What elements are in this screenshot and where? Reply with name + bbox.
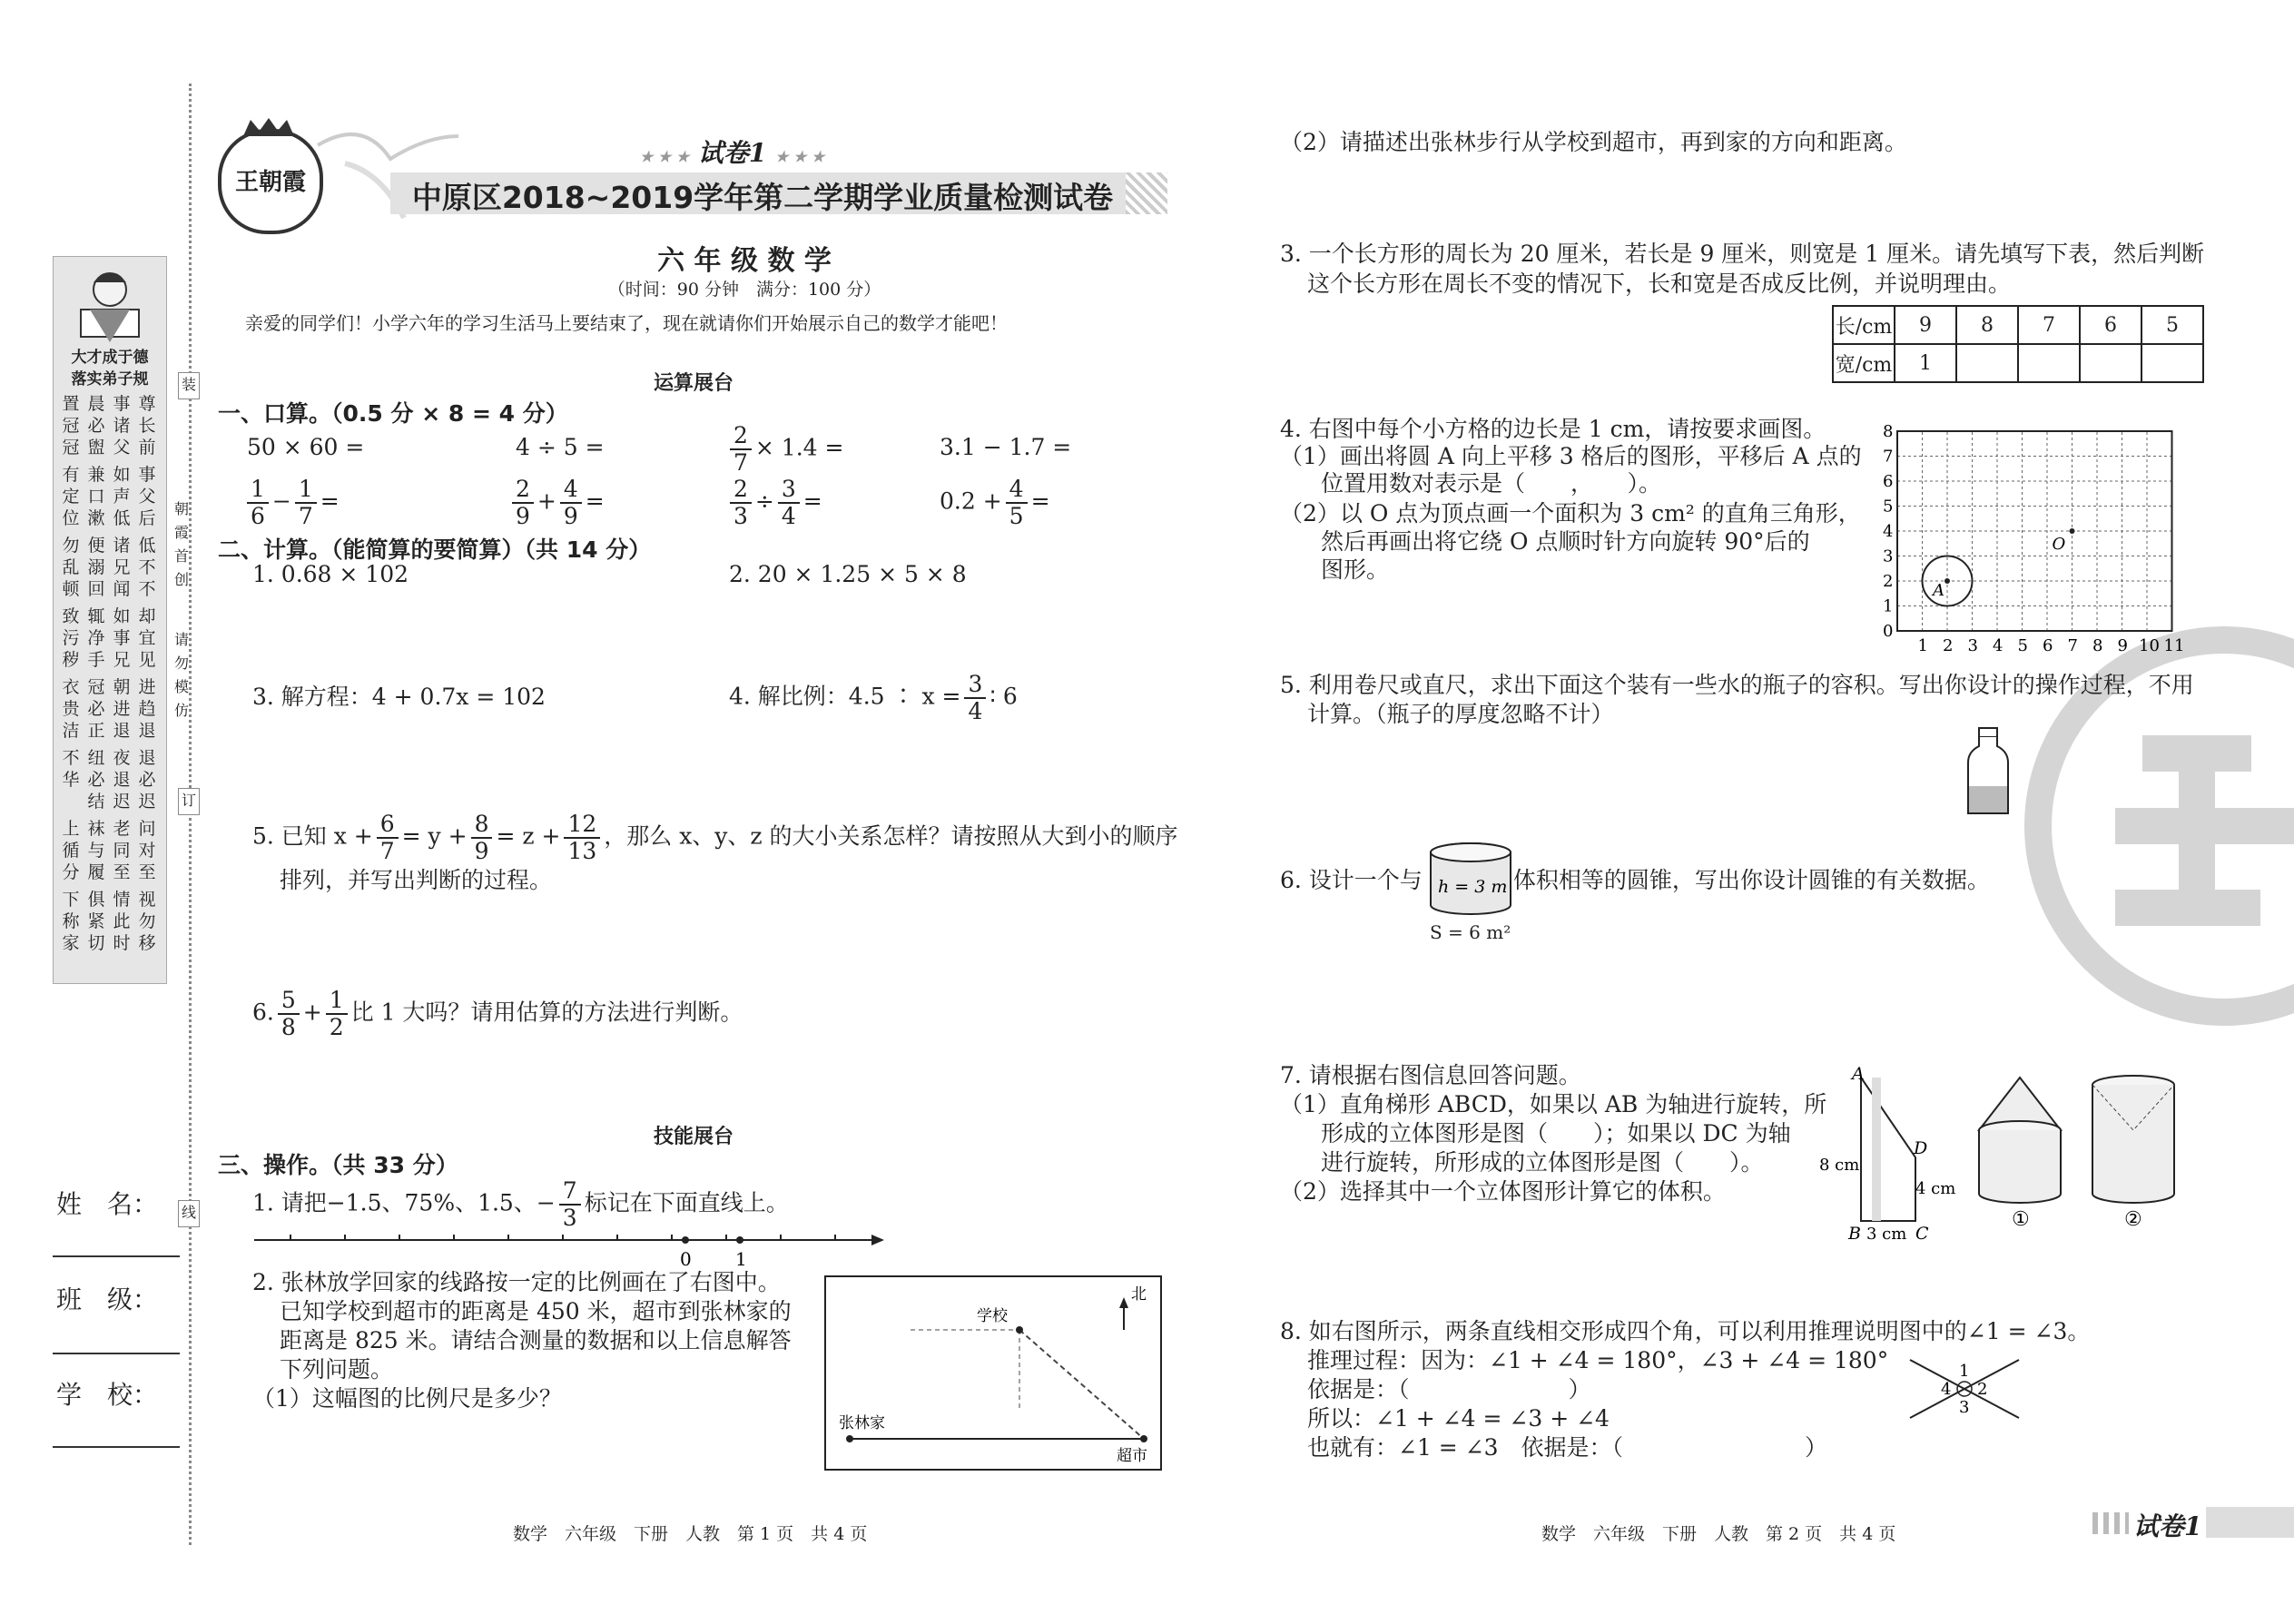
sidebar-verse-column: 袜 与 履	[87, 819, 105, 882]
grid-y-tick: 1	[1883, 596, 1894, 616]
numline-1-label: 1	[735, 1248, 747, 1270]
trap-w3: 3 cm	[1866, 1225, 1907, 1244]
q1-item-b: 4 ÷ 5 =	[516, 434, 605, 460]
trap-h4: 4 cm	[1915, 1179, 1956, 1198]
sidebar-verse-column: 不 华	[62, 748, 80, 790]
section-b-title: 技能展台	[654, 1126, 734, 1148]
cylinder-height-label: h = 3 m	[1438, 877, 1508, 897]
sidebar-verse-column: 勿 乱 顿	[62, 536, 80, 599]
stamp-char: 霞	[173, 524, 189, 541]
fig1-label: ①	[2012, 1208, 2030, 1231]
r-q3-line1: 3. 一个长方形的周长为 20 厘米，若长是 9 厘米，则宽是 1 厘米。请先填写下表，然后判断	[1280, 241, 2205, 267]
intersecting-lines-figure	[1906, 1354, 2024, 1427]
r-q7-line1: 7. 请根据右图信息回答问题。	[1280, 1062, 1581, 1088]
q2-item-1: 1. 0.68 × 102	[252, 561, 409, 587]
q3-heading: 三、操作。（共 33 分）	[218, 1152, 458, 1178]
footer-badge-checker	[2092, 1512, 2129, 1534]
table-cell: 8	[1956, 306, 2018, 344]
q2-item-3: 3. 解方程：4 + 0.7x = 102	[252, 684, 546, 710]
table-cell: 9	[1895, 306, 1956, 344]
r-q5-line1: 5. 利用卷尺或直尺，求出下面这个装有一些水的瓶子的容积。写出你设计的操作过程，不用	[1280, 672, 2194, 698]
cylinder-icon	[1425, 840, 1516, 930]
coordinate-grid	[1879, 413, 2206, 658]
class-field[interactable]	[53, 1353, 180, 1354]
footer-right: 数学 六年级 下册 人教 第 2 页 共 4 页	[1541, 1524, 1896, 1544]
name-field[interactable]	[53, 1255, 180, 1257]
r-q4-line5: 然后再画出将它绕 O 点顺时针方向旋转 90°后的	[1321, 528, 1810, 555]
school-label: 学 校：	[56, 1380, 159, 1410]
trapezoid-solids-figure	[1816, 1067, 2179, 1248]
logo-text: 王朝霞	[234, 169, 306, 196]
trap-a: A	[1852, 1067, 1865, 1084]
q1-item-f: $\frac{2}{9}$ + $\frac{4}{9}$ =	[508, 477, 605, 529]
sidebar-verse-column: 夜 退 迟	[113, 748, 131, 812]
seal-mark-1: 装	[178, 372, 200, 399]
sidebar-verse-column: 老 同 至	[113, 819, 131, 882]
seal-mark-2: 订	[178, 788, 200, 815]
point-a	[1944, 578, 1950, 584]
stamp-char: 朝	[173, 500, 189, 517]
point-o	[2070, 528, 2075, 534]
q1-item-a: 50 × 60 =	[247, 434, 365, 460]
sidebar-verse-column: 尊 长 前	[138, 394, 156, 458]
sidebar-verse-column: 诸 兄 闻	[113, 536, 131, 599]
q2-item-5: 5. 已知 x + $\frac{6}{7}$ = y + $\frac{8}{9}$ = z + $\frac{12}{13}$ ，那么 x、y、z 的大小关系怎样？请按照从大到小的顺序	[252, 811, 1178, 864]
time-info: （时间：90 分钟 满分：100 分）	[607, 280, 881, 300]
q3-item-2-line4: 下列问题。	[280, 1356, 394, 1383]
crown-icon	[241, 116, 296, 138]
grid-x-tick: 8	[2092, 636, 2103, 655]
table-cell-input[interactable]	[2141, 344, 2203, 382]
sidebar-verse-column: 朝 进 退	[113, 677, 131, 741]
boy-mascot-icon	[54, 262, 166, 353]
sidebar-verse-column: 事 父 后	[138, 465, 156, 528]
angle-3: 3	[1959, 1398, 1970, 1417]
table-cell: 1	[1895, 344, 1956, 382]
numline-0-label: 0	[680, 1248, 692, 1270]
cylinder-area-label: S = 6 m²	[1430, 921, 1511, 943]
grid-x-tick: 10	[2139, 636, 2160, 655]
grid-y-tick: 3	[1883, 546, 1894, 566]
sidebar-verse-column: 晨 必 盥	[87, 394, 105, 458]
sidebar-verse-column: 兼 口 漱	[87, 465, 105, 528]
r-q4-line6: 图形。	[1321, 556, 1390, 583]
stamp-char: 创	[173, 571, 189, 588]
trap-h8: 8 cm	[1819, 1156, 1860, 1175]
grid-x-tick: 11	[2163, 636, 2185, 655]
q3-item-2-line1: 2. 张林放学回家的线路按一定的比例画在了右图中。	[252, 1269, 781, 1295]
trap-b: B	[1848, 1224, 1861, 1244]
q1-heading: 一、口算。（0.5 分 × 8 = 4 分）	[218, 400, 568, 427]
table-head: 宽/cm	[1833, 344, 1895, 382]
footer-badge: 试卷1	[2133, 1511, 2202, 1541]
grid-x-tick: 6	[2043, 636, 2053, 655]
sidebar-verse-column: 纽 必 结	[87, 748, 105, 812]
q1-item-d: 3.1 − 1.7 =	[940, 434, 1072, 460]
stamp-char: 仿	[173, 702, 189, 719]
series-label: ★ ★ ★ 试卷1 ★ ★ ★	[640, 138, 825, 168]
r-q4-line2: （1）画出将圆 A 向上平移 3 格后的图形，平移后 A 点的	[1280, 443, 1862, 469]
grid-x-tick: 7	[2067, 636, 2078, 655]
sidebar-verse-column: 俱 紧 切	[87, 890, 105, 953]
sidebar-verse-column: 问 对 至	[138, 819, 156, 882]
map-home-label: 张林家	[839, 1414, 885, 1432]
sidebar-verse-column: 下 称 家	[62, 890, 80, 953]
r-q8-line3: 依据是：（ ）	[1307, 1376, 1591, 1403]
sidebar-panel	[53, 256, 167, 984]
sidebar-verse-column: 事 诸 父	[113, 394, 131, 458]
r-q5-line2: 计算。（瓶子的厚度忽略不计）	[1307, 701, 1614, 727]
length-width-table	[1832, 305, 2204, 383]
r-q7-line2: （1）直角梯形 ABCD，如果以 AB 为轴进行旋转，所	[1280, 1091, 1827, 1117]
q3-item-2-line2: 已知学校到超市的距离是 450 米，超市到张林家的	[280, 1298, 792, 1324]
map-school-label: 学校	[977, 1307, 1008, 1325]
stamp-char: 请	[173, 631, 189, 648]
r-q8-line4: 所以：∠1 + ∠4 = ∠3 + ∠4	[1307, 1405, 1610, 1432]
r-q8-line1: 8. 如右图所示，两条直线相交形成四个角，可以利用推理说明图中的∠1 = ∠3。	[1280, 1318, 2091, 1344]
sidebar-verse-block	[59, 393, 161, 974]
sidebar-motto-1: 大才成于德	[71, 349, 149, 367]
seal-mark-3: 线	[178, 1200, 200, 1227]
table-cell-input[interactable]	[1956, 344, 2018, 382]
class-label: 班 级：	[56, 1284, 159, 1314]
grid-y-tick: 5	[1883, 497, 1894, 517]
angle-4: 4	[1941, 1380, 1952, 1399]
grid-y-tick: 6	[1883, 472, 1894, 491]
map-north-label: 北	[1131, 1285, 1147, 1304]
sidebar-verse-column: 进 趋 退	[138, 677, 156, 741]
q3-item-2-line3: 距离是 825 米。请结合测量的数据和以上信息解答	[280, 1327, 792, 1353]
grid-x-tick: 2	[1943, 636, 1954, 655]
fig2-label: ②	[2124, 1208, 2142, 1231]
grid-x-tick: 9	[2117, 636, 2128, 655]
r-q8-line2: 推理过程：因为：∠1 + ∠4 = 180°，∠3 + ∠4 = 180°	[1307, 1347, 1889, 1373]
table-cell: 5	[2141, 306, 2203, 344]
sidebar-verse-column: 便 溺 回	[87, 536, 105, 599]
angle-1: 1	[1959, 1362, 1970, 1381]
footer-left: 数学 六年级 下册 人教 第 1 页 共 4 页	[513, 1524, 868, 1544]
table-cell-input[interactable]	[2018, 344, 2080, 382]
sidebar-verse-column: 置 冠 冠	[62, 394, 80, 458]
grid-x-tick: 3	[1967, 636, 1978, 655]
q1-item-e: $\frac{1}{6}$ − $\frac{1}{7}$ =	[243, 477, 340, 529]
sidebar-verse-column: 致 污 秽	[62, 606, 80, 670]
title-bar-checker	[1126, 172, 1167, 214]
sidebar-verse-column: 视 勿 移	[138, 890, 156, 953]
grid-x-tick: 4	[1993, 636, 2004, 655]
grid-y-tick: 7	[1883, 447, 1894, 467]
sidebar-verse-column: 情 此 时	[113, 890, 131, 953]
angle-2: 2	[1977, 1380, 1988, 1399]
map-market-label: 超市	[1117, 1447, 1147, 1465]
q1-item-g: $\frac{2}{3}$ ÷ $\frac{3}{4}$ =	[726, 477, 822, 529]
r-q2-sub2: （2）请描述出张林步行从学校到超市，再到家的方向和距离。	[1280, 129, 1907, 155]
grid-x-tick: 1	[1917, 636, 1928, 655]
subject-title: 六 年 级 数 学	[657, 245, 832, 277]
r-q4-line4: （2）以 O 点为顶点画一个面积为 3 cm² 的直角三角形，	[1280, 500, 1861, 527]
sidebar-verse-column: 低 不 不	[138, 536, 156, 599]
r-q4-line3: 位置用数对表示是（ ， ）。	[1321, 470, 1662, 497]
sidebar-verse-column: 退 必 迟	[138, 748, 156, 812]
grid-y-tick: 8	[1883, 422, 1894, 441]
section-a-title: 运算展台	[654, 372, 734, 395]
trap-c: C	[1915, 1224, 1929, 1244]
trap-d: D	[1914, 1138, 1928, 1158]
r-q7-line5: （2）选择其中一个立体图形计算它的体积。	[1280, 1178, 1726, 1205]
sidebar-verse-column: 有 定 位	[62, 465, 80, 528]
sidebar-verse-column: 如 事 兄	[113, 606, 131, 670]
r-q8-line5: 也就有：∠1 = ∠3 依据是：（ ）	[1307, 1434, 1828, 1461]
q3-item-1: 1. 请把−1.5、75%、1.5、− $\frac{7}{3}$ 标记在下面直线上。	[252, 1177, 789, 1231]
q1-item-h: 0.2 + $\frac{4}{5}$ =	[940, 476, 1050, 529]
stamp-char: 勿	[173, 655, 189, 672]
r-q7-line4: 进行旋转，所形成的立体图形是图（ ）。	[1321, 1149, 1764, 1176]
q3-item-2-line5: （1）这幅图的比例尺是多少？	[252, 1385, 562, 1412]
sidebar-motto-2: 落实弟子规	[71, 370, 149, 389]
table-head: 长/cm	[1833, 306, 1895, 344]
q2-item-5-line2: 排列，并写出判断的过程。	[280, 867, 553, 893]
grid-y-tick: 0	[1883, 622, 1894, 641]
stamp-char: 模	[173, 678, 189, 695]
q1-item-c: $\frac{2}{7}$ × 1.4 =	[726, 423, 843, 476]
water-bottle-icon	[1961, 726, 2015, 817]
sidebar-verse-column: 衣 贵 洁	[62, 677, 80, 741]
q2-heading: 二、计算。（能简算的要简算）（共 14 分）	[218, 536, 652, 563]
sidebar-verse-column: 上 循 分	[62, 819, 80, 882]
stamp-char: 首	[173, 547, 189, 565]
sidebar-verse-column: 却 宜 见	[138, 606, 156, 670]
r-q3-line2: 这个长方形在周长不变的情况下，长和宽是否成反比例，并说明理由。	[1307, 271, 2012, 297]
name-label: 姓 名：	[56, 1189, 159, 1219]
label-o: O	[2052, 535, 2066, 554]
r-q7-line3: 形成的立体图形是图（ ）；如果以 DC 为轴	[1321, 1120, 1791, 1147]
logo-badge	[218, 129, 323, 234]
greeting-text: 亲爱的同学们！小学六年的学习生活马上要结束了，现在就请你们开始展示自己的数学才能吧！	[245, 312, 1008, 334]
table-cell: 6	[2080, 306, 2141, 344]
sidebar-verse-column: 辄 净 手	[87, 606, 105, 670]
fraction: $\frac{2}{7}$	[730, 423, 752, 476]
r-q6: 6. 设计一个与 体积相等的圆锥，写出你设计圆锥的有关数据。	[1280, 867, 1990, 893]
school-field[interactable]	[53, 1446, 180, 1448]
route-map	[824, 1275, 1162, 1471]
q2-item-4: 4. 解比例：4.5 ∶ x = $\frac{3}{4}$ ∶ 6	[729, 671, 1018, 724]
table-cell: 7	[2018, 306, 2080, 344]
table-cell-input[interactable]	[2080, 344, 2141, 382]
grid-x-tick: 5	[2017, 636, 2028, 655]
sidebar-verse-column: 冠 必 正	[87, 677, 105, 741]
grid-y-tick: 4	[1883, 522, 1894, 541]
r-q4-line1: 4. 右图中每个小方格的边长是 1 cm，请按要求画图。	[1280, 416, 1826, 442]
q2-item-6: 6. $\frac{5}{8}$ + $\frac{1}{2}$ 比 1 大吗？请用估算的方法进行判断。	[252, 987, 743, 1040]
sidebar-verse-column: 如 声 低	[113, 465, 131, 528]
label-a: A	[1933, 581, 1944, 600]
q2-item-2: 2. 20 × 1.25 × 5 × 8	[729, 561, 967, 587]
footer-badge-bar	[2206, 1507, 2294, 1538]
exam-title: 中原区2018~2019学年第二学期学业质量检测试卷	[411, 180, 1114, 215]
grid-y-tick: 2	[1883, 572, 1894, 591]
